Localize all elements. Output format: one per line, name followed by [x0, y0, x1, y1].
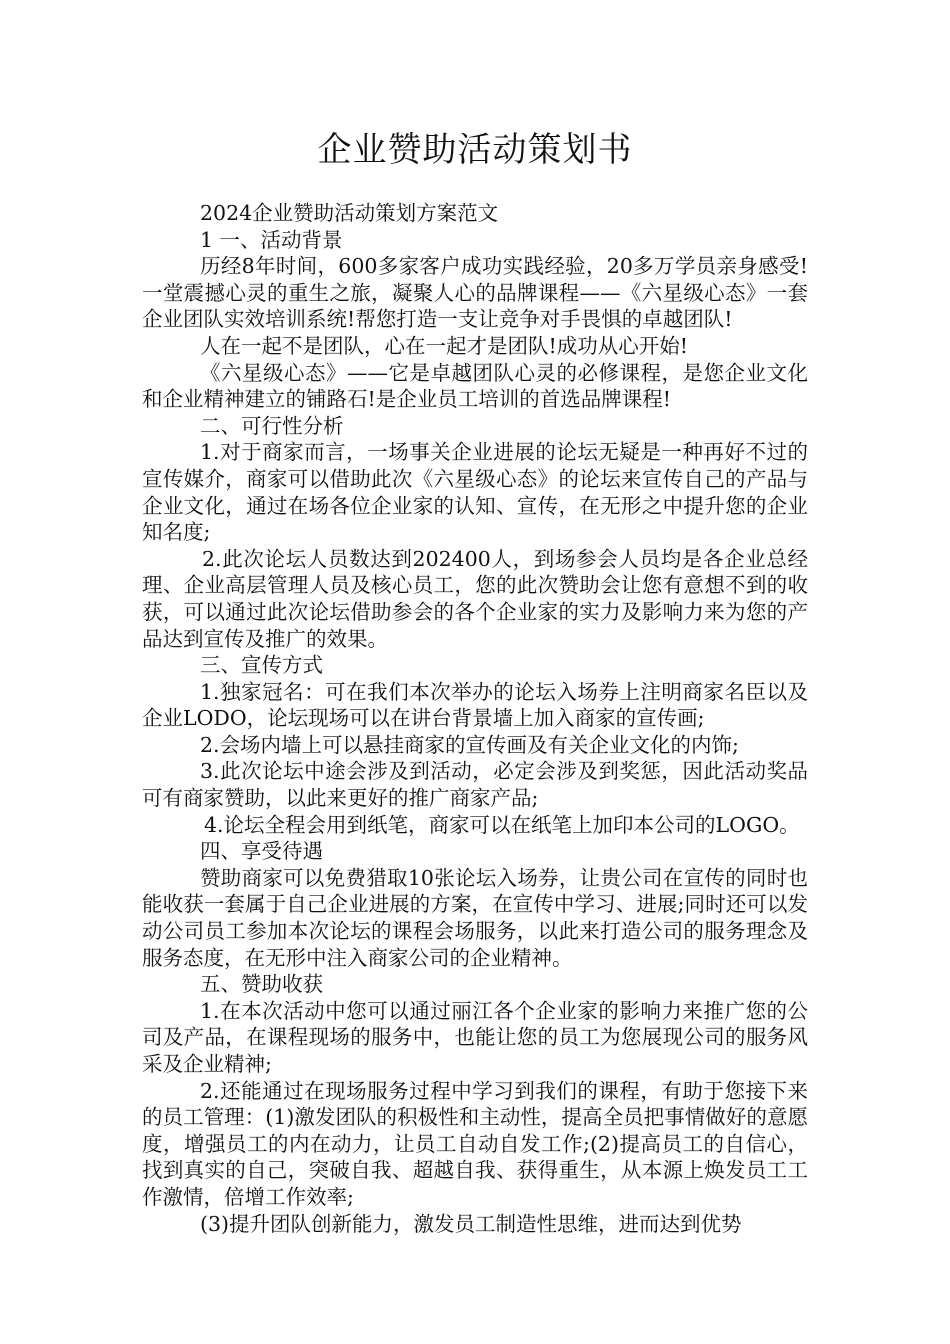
heading-gains: 五、赞助收获 [200, 972, 323, 997]
paragraph: (3)提升团队创新能力，激发员工制造性思维，进而达到优势 [200, 1211, 742, 1236]
paragraph: 4.论坛全程会用到纸笔，商家可以在纸笔上加印本公司的LOGO。 [204, 812, 800, 837]
heading-benefits: 四、享受待遇 [200, 839, 323, 864]
paragraph: 1.独家冠名：可在我们本次举办的论坛入场券上注明商家名臣以及企业LODO，论坛现场可以在讲台背景墙上加入商家的宣传画; [142, 679, 808, 731]
document-title: 企业赞助活动策划书 [317, 130, 633, 170]
heading-feasibility: 二、可行性分析 [200, 413, 344, 438]
paragraph: 1.在本次活动中您可以通过丽江各个企业家的影响力来推广您的公司及产品，在课程现场的服务中，也能让您的员工为您展现公司的服务风采及企业精神; [142, 998, 808, 1076]
heading-publicity: 三、宣传方式 [200, 653, 323, 678]
paragraph: 1.对于商家而言，一场事关企业进展的论坛无疑是一种再好不过的宣传媒介，商家可以借助此次《六星级心态》的论坛来宣传自己的产品与企业文化，通过在场各位企业家的认知、宣传，在无形之中提升您的企业知名度; [142, 440, 808, 545]
paragraph: 《六星级心态》——它是卓越团队心灵的必修课程，是您企业文化和企业精神建立的铺路石!是企业员工培训的首选品牌课程! [142, 360, 808, 412]
paragraph: 历经8年时间，600多家客户成功实践经验，20多万学员亲身感受!一堂震撼心灵的重生之旅，凝聚人心的品牌课程——《六星级心态》一套企业团队实效培训系统!帮您打造一支让竞争对手畏惧的卓越团队! [142, 254, 808, 332]
paragraph: 2.会场内墙上可以悬挂商家的宣传画及有关企业文化的内饰; [200, 732, 739, 757]
paragraph: 2.还能通过在现场服务过程中学习到我们的课程，有助于您接下来的员工管理：(1)激发团队的积极性和主动性，提高全员把事情做好的意愿度，增强员工的内在动力，让员工自动自发工作;(2)提高员工的自信心，找到真实的自己，突破自我、超越自我、获得重生，从本源上焕发员工工作激情，倍增工作效率; [142, 1078, 808, 1209]
paragraph: 3.此次论坛中途会涉及到活动，必定会涉及到奖惩，因此活动奖品可有商家赞助，以此来更好的推广商家产品; [142, 759, 808, 811]
paragraph-subtitle: 2024企业赞助活动策划方案范文 [200, 201, 499, 225]
paragraph: 人在一起不是团队，心在一起才是团队!成功从心开始! [200, 333, 688, 358]
paragraph: 2.此次论坛人员数达到202400人，到场参会人员均是各企业总经理、企业高层管理人员及核心员工，您的此次赞助会让您有意想不到的收获，可以通过此次论坛借助参会的各个企业家的实力及影响力来为您的产品达到宣传及推广的效果。 [142, 546, 808, 651]
document-body [142, 200, 808, 1237]
heading-background: 1 一、活动背景 [200, 227, 343, 252]
paragraph: 赞助商家可以免费猎取10张论坛入场券，让贵公司在宣传的同时也能收获一套属于自己企业进展的方案，在宣传中学习、进展;同时还可以发动公司员工参加本次论坛的课程会场服务，以此来打造公司的服务理念及服务态度，在无形中注入商家公司的企业精神。 [142, 865, 808, 970]
